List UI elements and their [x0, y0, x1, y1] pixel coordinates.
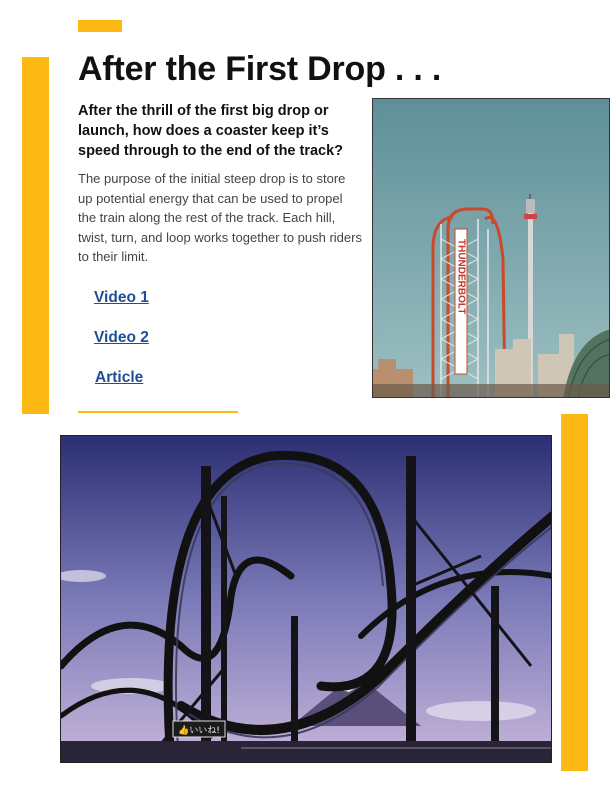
like-sign: 👍いいね!	[178, 726, 220, 736]
lead-question: After the thrill of the first big drop or launch, how does a coaster keep it’s speed through to the end of the track?	[78, 103, 344, 159]
coaster-loops-photo	[60, 435, 552, 763]
thunderbolt-photo	[372, 98, 610, 398]
article-link[interactable]: Article	[95, 369, 144, 386]
body-paragraph: The purpose of the initial steep drop is to store up potential energy that can be used to propel the train along the rest of the track. Each hill, twist, turn, and loop works together to push riders to their limit.	[78, 171, 362, 264]
video-1-link[interactable]: Video 1	[94, 289, 149, 306]
accent-bar-left	[22, 57, 49, 414]
page-title: After the First Drop . . .	[78, 50, 442, 88]
accent-bar-right	[561, 414, 588, 771]
accent-rule	[78, 411, 238, 413]
video-2-link[interactable]: Video 2	[94, 329, 149, 346]
thunderbolt-sign: THUNDERBOLT	[455, 239, 467, 315]
accent-bar-top	[78, 20, 122, 32]
